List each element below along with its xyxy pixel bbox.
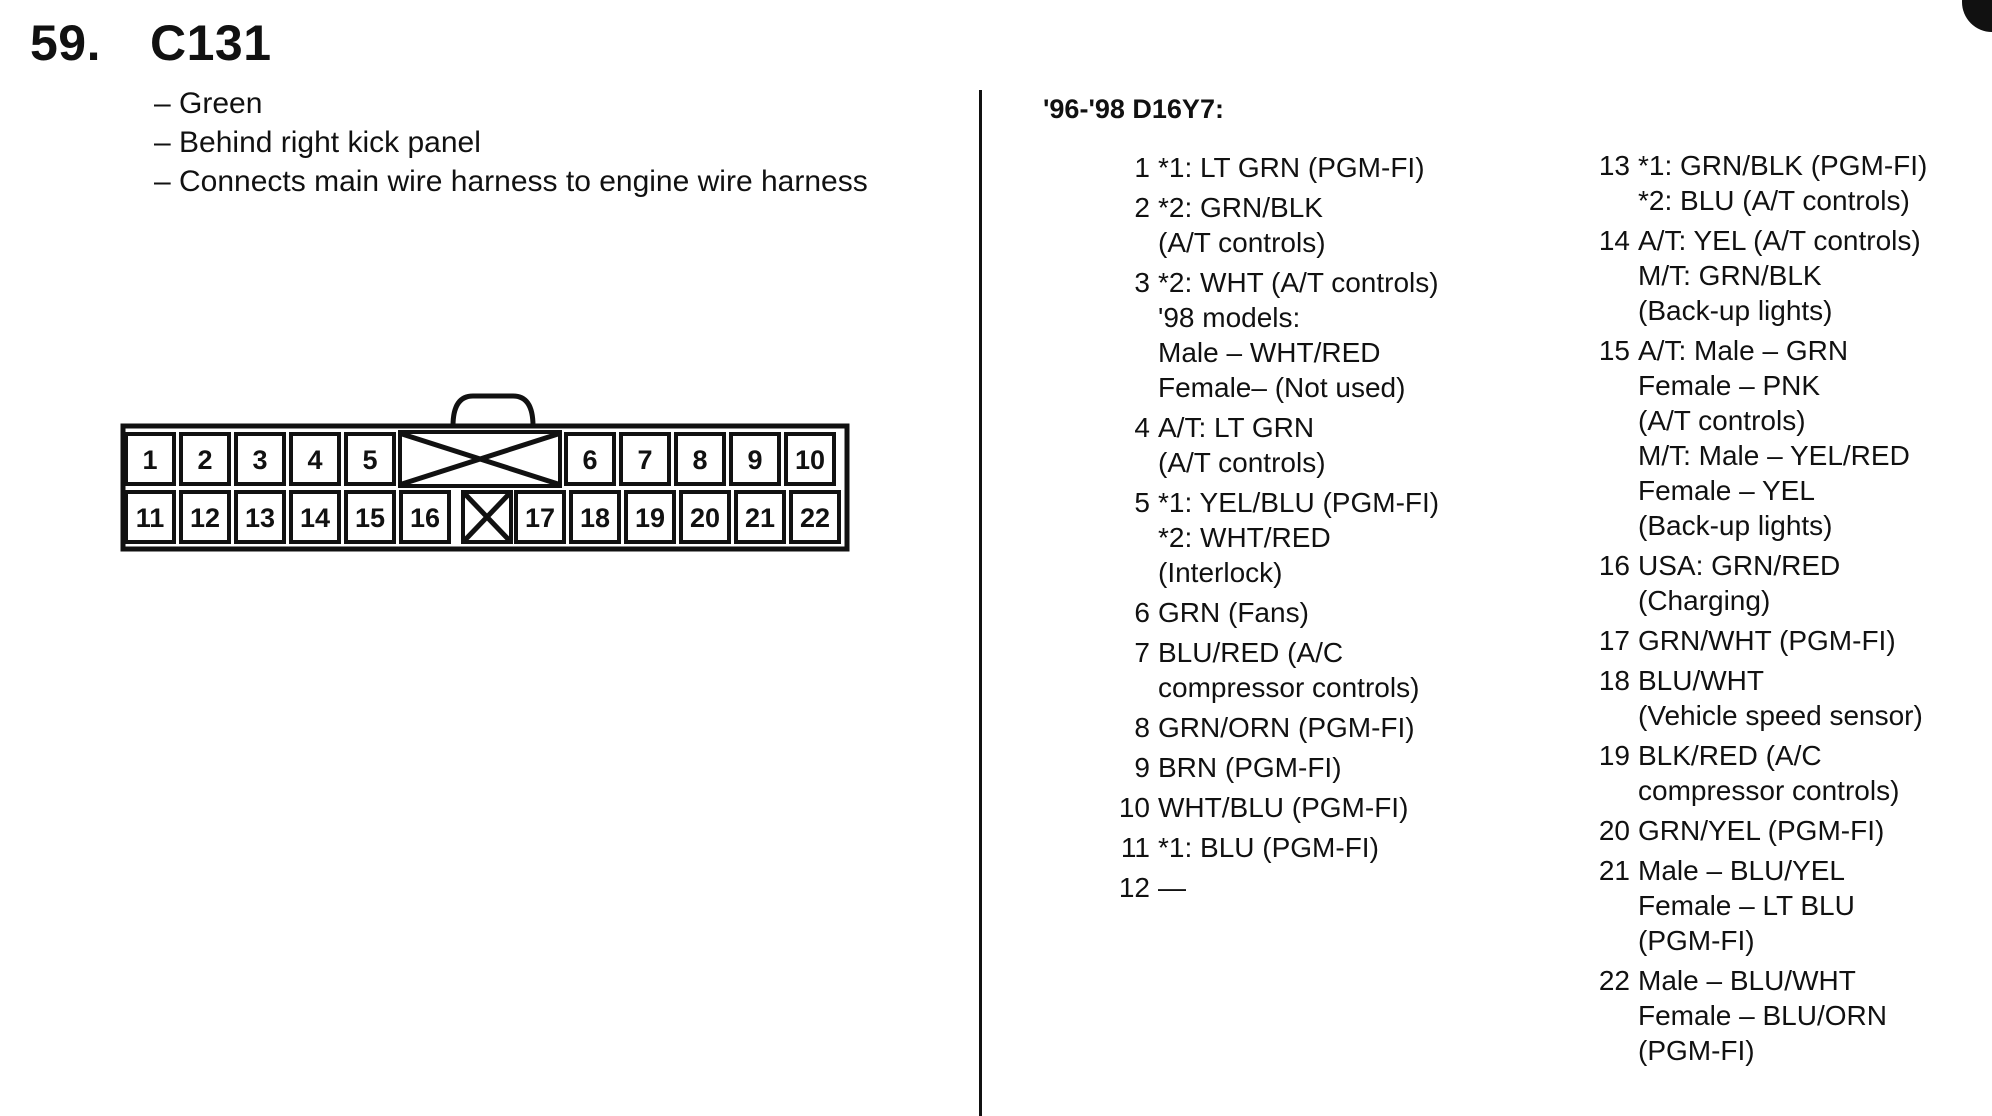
pin-cavity-label: 21	[744, 503, 776, 533]
pin-number: 2	[1134, 192, 1150, 223]
pin-cavity-label: 6	[582, 445, 598, 475]
pin-entry	[1580, 738, 1927, 808]
pin-description: BLK/RED (A/C compressor controls)	[1638, 740, 1900, 806]
pin-number: 7	[1134, 637, 1150, 668]
pin-description: BRN (PGM-FI)	[1158, 752, 1342, 783]
pin-entry	[1580, 148, 1927, 218]
pin-entry	[1100, 710, 1439, 745]
pin-number: 10	[1118, 792, 1150, 823]
pin-number: 12	[1118, 872, 1150, 903]
pin-description: A/T: Male – GRN Female – PNK (A/T controls) M/T: Male – YEL/RED Female – YEL (Back-up lights)	[1638, 335, 1910, 541]
pin-cavity-label: 18	[579, 503, 611, 533]
pin-cavity-label: 17	[524, 503, 556, 533]
pin-entry	[1100, 190, 1439, 260]
pin-number: 15	[1598, 335, 1630, 366]
pin-cavity-label: 4	[307, 445, 323, 475]
pin-cavity-label: 1	[142, 445, 158, 475]
pin-description: *2: GRN/BLK (A/T controls)	[1158, 192, 1326, 258]
pin-number: 13	[1598, 150, 1630, 181]
pin-description: GRN/ORN (PGM-FI)	[1158, 712, 1415, 743]
pin-description: Male – BLU/WHT Female – BLU/ORN (PGM-FI)	[1638, 965, 1887, 1066]
pin-cavity-label: 20	[689, 503, 721, 533]
pin-entry	[1580, 963, 1927, 1068]
pin-cavity-label: 10	[794, 445, 826, 475]
note-connects: – Connects main wire harness to engine wire harness	[154, 165, 868, 198]
pin-description: GRN (Fans)	[1158, 597, 1309, 628]
pin-number: 20	[1598, 815, 1630, 846]
pin-number: 3	[1134, 267, 1150, 298]
pin-description: USA: GRN/RED (Charging)	[1638, 550, 1841, 616]
pin-entry	[1100, 485, 1439, 590]
pin-entry	[1100, 410, 1439, 480]
page-heading	[30, 14, 272, 72]
pin-description: BLU/WHT (Vehicle speed sensor)	[1638, 665, 1923, 731]
column-divider	[979, 90, 982, 1116]
pin-description: Male – BLU/YEL Female – LT BLU (PGM-FI)	[1638, 855, 1855, 956]
pin-number: 6	[1134, 597, 1150, 628]
section-number: 59.	[30, 15, 102, 71]
pin-description: *1: LT GRN (PGM-FI)	[1158, 152, 1425, 183]
pin-entry	[1100, 595, 1439, 630]
pin-cavity-label: 15	[354, 503, 386, 533]
pin-entry	[1580, 663, 1927, 733]
pin-list-right	[1580, 148, 1927, 1073]
pin-number: 16	[1598, 550, 1630, 581]
pin-cavity-label: 5	[362, 445, 378, 475]
pin-cavity-label: 16	[409, 503, 441, 533]
pin-number: 1	[1134, 152, 1150, 183]
pin-cavity-label: 13	[244, 503, 276, 533]
pin-entry	[1580, 333, 1927, 543]
pin-entry	[1100, 265, 1439, 405]
pin-entry	[1100, 635, 1439, 705]
pin-entry	[1580, 813, 1927, 848]
connector-id: C131	[150, 15, 272, 71]
pin-cavity-label: 19	[634, 503, 666, 533]
pin-cavity-label: 12	[189, 503, 221, 533]
pin-entry	[1580, 853, 1927, 958]
pin-entry	[1100, 830, 1439, 865]
pin-entry	[1580, 223, 1927, 328]
connector-notes	[154, 84, 868, 201]
pin-list-left	[1100, 150, 1439, 910]
pin-description: *1: YEL/BLU (PGM-FI) *2: WHT/RED (Interlock)	[1158, 487, 1440, 588]
pin-number: 21	[1598, 855, 1630, 886]
pin-description: *2: WHT (A/T controls) '98 models: Male – WHT/RED Female– (Not used)	[1158, 267, 1439, 403]
note-color: – Green	[154, 87, 263, 120]
pin-description: *1: GRN/BLK (PGM-FI) *2: BLU (A/T controls)	[1638, 150, 1928, 216]
pin-cavity-label: 14	[299, 503, 331, 533]
pin-description: GRN/WHT (PGM-FI)	[1638, 625, 1896, 656]
pin-cavity-label: 8	[692, 445, 708, 475]
pin-entry	[1100, 750, 1439, 785]
pin-description: A/T: LT GRN (A/T controls)	[1158, 412, 1326, 478]
pin-entry	[1580, 623, 1927, 658]
pin-cavity-label: 7	[637, 445, 653, 475]
pin-number: 14	[1598, 225, 1630, 256]
pin-cavity-label: 2	[197, 445, 213, 475]
pin-description: BLU/RED (A/C compressor controls)	[1158, 637, 1420, 703]
note-location: – Behind right kick panel	[154, 126, 481, 159]
pin-cavity-label: 11	[135, 503, 165, 533]
pin-number: 22	[1598, 965, 1630, 996]
pin-number: 19	[1598, 740, 1630, 771]
pin-number: 11	[1120, 832, 1150, 863]
pin-number: 9	[1134, 752, 1150, 783]
pin-number: 8	[1134, 712, 1150, 743]
pin-cavity-label: 3	[252, 445, 268, 475]
pin-description: WHT/BLU (PGM-FI)	[1158, 792, 1409, 823]
pin-number: 18	[1598, 665, 1630, 696]
pin-cavity-label: 9	[747, 445, 763, 475]
pin-entry	[1100, 150, 1439, 185]
pin-description: —	[1158, 872, 1186, 903]
pin-entry	[1100, 790, 1439, 825]
pin-number: 4	[1134, 412, 1150, 443]
pin-description: A/T: YEL (A/T controls) M/T: GRN/BLK (Back-up lights)	[1638, 225, 1921, 326]
pin-entry	[1100, 870, 1439, 905]
pin-number: 5	[1134, 487, 1150, 518]
connector-diagram	[120, 388, 850, 552]
pin-description: *1: BLU (PGM-FI)	[1158, 832, 1379, 863]
pin-cavity-label: 22	[799, 503, 831, 533]
model-title: '96-'98 D16Y7:	[1043, 94, 1224, 124]
corner-mark	[1962, 0, 1992, 32]
pin-description: GRN/YEL (PGM-FI)	[1638, 815, 1885, 846]
pin-number: 17	[1598, 625, 1630, 656]
pin-entry	[1580, 548, 1927, 618]
